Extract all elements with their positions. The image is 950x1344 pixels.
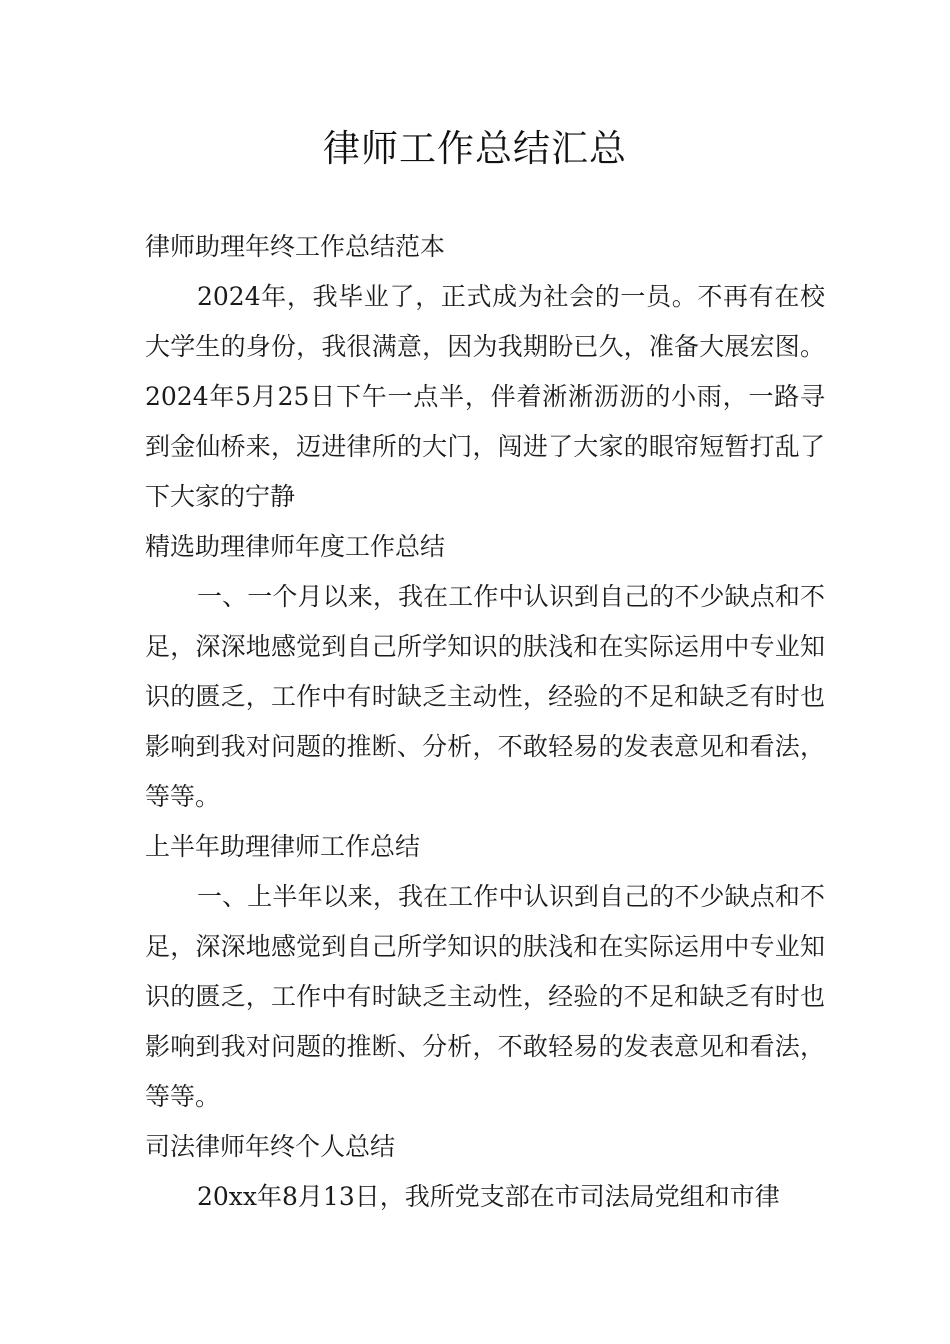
section-heading: 精选助理律师年度工作总结 [145, 532, 446, 561]
document-body [145, 222, 825, 1222]
section-paragraph: 一、一个月以来，我在工作中认识到自己的不少缺点和不足，深深地感觉到自己所学知识的肤浅和在实际运用中专业知识的匮乏，工作中有时缺乏主动性，经验的不足和缺乏有时也影响到我对问题的推断、分析，不敢轻易的发表意见和看法，等等。 [145, 582, 825, 811]
section-paragraph: 20xx年8月13日，我所党支部在市司法局党组和市律 [197, 1182, 780, 1211]
section-4 [145, 1122, 825, 1222]
section-paragraph: 2024年，我毕业了，正式成为社会的一员。不再有在校大学生的身份，我很满意，因为我期盼已久，准备大展宏图。2024年5月25日下午一点半，伴着淅淅沥沥的小雨，一路寻到金仙桥来，迈进律所的大门，闯进了大家的眼帘短暂打乱了下大家的宁静 [145, 282, 825, 511]
section-1 [145, 222, 825, 522]
document-title: 律师工作总结汇总 [323, 127, 627, 170]
section-heading: 律师助理年终工作总结范本 [145, 232, 446, 261]
section-heading: 上半年助理律师工作总结 [145, 832, 421, 861]
section-heading: 司法律师年终个人总结 [145, 1132, 396, 1161]
section-2 [145, 522, 825, 822]
section-paragraph: 一、上半年以来，我在工作中认识到自己的不少缺点和不足，深深地感觉到自己所学知识的肤浅和在实际运用中专业知识的匮乏，工作中有时缺乏主动性，经验的不足和缺乏有时也影响到我对问题的推断、分析，不敢轻易的发表意见和看法，等等。 [145, 882, 825, 1111]
section-3 [145, 822, 825, 1122]
